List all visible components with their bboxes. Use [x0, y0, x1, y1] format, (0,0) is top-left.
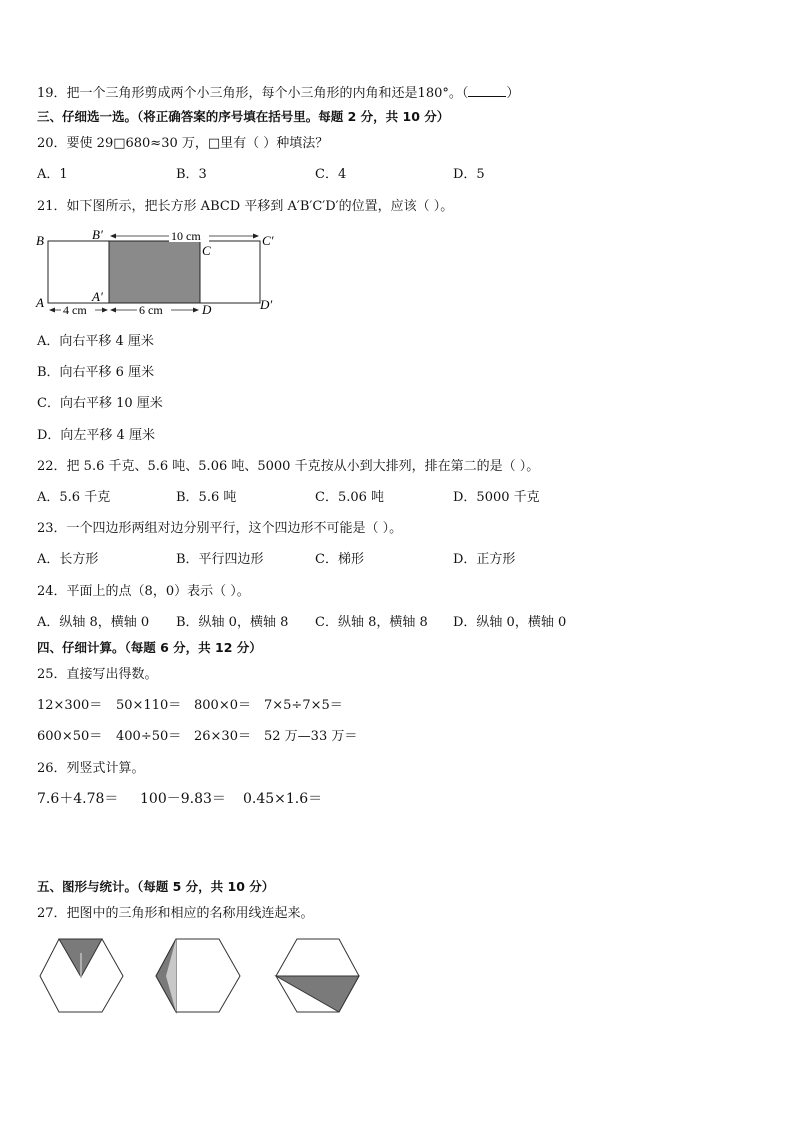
label-a: A: [36, 295, 44, 310]
q20-option-d[interactable]: D．5: [453, 167, 485, 182]
q21-option-c[interactable]: C．向右平移 10 厘米: [37, 396, 163, 411]
label-d-prime: D′: [260, 297, 273, 312]
vertical-calc-item: 100－9.83＝: [140, 791, 226, 807]
q24-option-d[interactable]: D．纵轴 0，横轴 0: [453, 615, 567, 630]
q22-option-b[interactable]: B．5.6 吨: [176, 490, 237, 505]
calc-item: 50×110＝: [116, 698, 182, 713]
calc-item: 600×50＝: [37, 729, 103, 744]
question-21-text: 21．如下图所示，把长方形 ABCD 平移到 A′B′C′D′的位置，应该（ ）。: [37, 199, 454, 214]
q20-option-b[interactable]: B．3: [176, 167, 207, 182]
label-a-prime: A′: [92, 289, 103, 304]
question-25-text: 25．直接写出得数。: [37, 667, 158, 682]
hexagon-triangle-figures: [36, 936, 366, 1016]
question-26-text: 26．列竖式计算。: [37, 761, 145, 776]
question-19-text: 19．把一个三角形剪成两个小三角形，每个小三角形的内角和还是180°。（: [37, 86, 469, 101]
q21-option-d[interactable]: D．向左平移 4 厘米: [37, 428, 155, 443]
question-19: [37, 84, 519, 102]
q23-option-c[interactable]: C．梯形: [315, 552, 364, 567]
q24-option-c[interactable]: C．纵轴 8，横轴 8: [315, 615, 428, 630]
question-23-text: 23．一个四边形两组对边分别平行，这个四边形不可能是（ ）。: [37, 521, 403, 536]
calc-item: 26×30＝: [194, 729, 251, 744]
question-24-text: 24．平面上的点（8，0）表示（ ）。: [37, 584, 250, 599]
arrow-right-icon: [193, 308, 199, 313]
label-c-prime: C′: [262, 233, 274, 248]
arrow-right-icon: [102, 308, 108, 313]
section-4-heading: 四、仔细计算。（每题 6 分，共 12 分）: [37, 640, 262, 655]
arrow-left-icon: [110, 234, 116, 239]
calc-item: 12×300＝: [37, 698, 103, 713]
question-27-text: 27．把图中的三角形和相应的名称用线连起来。: [37, 906, 314, 921]
question-22-text: 22．把 5.6 千克、5.6 吨、5.06 吨、5000 千克按从小到大排列，排在第二的是（ ）。: [37, 459, 540, 474]
calc-item: 7×5÷7×5＝: [264, 698, 343, 713]
q20-option-a[interactable]: A．1: [37, 167, 68, 182]
q24-option-a[interactable]: A．纵轴 8，横轴 0: [37, 615, 150, 630]
q22-option-a[interactable]: A．5.6 千克: [37, 490, 111, 505]
q21-option-b[interactable]: B．向右平移 6 厘米: [37, 365, 155, 380]
rectangle-translation-figure: [34, 227, 284, 319]
q23-option-d[interactable]: D．正方形: [453, 552, 516, 567]
dimension-left-label: 4 cm: [63, 303, 87, 317]
calc-item: 400÷50＝: [116, 729, 182, 744]
calc-item: 52 万—33 万＝: [264, 729, 358, 744]
answer-blank[interactable]: [468, 84, 506, 97]
q22-option-c[interactable]: C．5.06 吨: [315, 490, 385, 505]
q20-option-c[interactable]: C．4: [315, 167, 347, 182]
q23-option-b[interactable]: B．平行四边形: [176, 552, 264, 567]
vertical-calc-item: 0.45×1.6＝: [243, 791, 323, 807]
arrow-left-icon: [110, 308, 116, 313]
arrow-left-icon: [49, 308, 55, 313]
q23-option-a[interactable]: A．长方形: [37, 552, 99, 567]
q24-option-b[interactable]: B．纵轴 0，横轴 8: [176, 615, 289, 630]
vertical-calc-item: 7.6＋4.78＝: [37, 791, 119, 807]
arrow-right-icon: [253, 234, 259, 239]
dimension-top-label: 10 cm: [171, 229, 201, 243]
shaded-overlap: [109, 241, 200, 303]
dimension-bottom-label: 6 cm: [139, 303, 163, 317]
q22-option-d[interactable]: D．5000 千克: [453, 490, 540, 505]
label-c: C: [202, 243, 211, 258]
label-d: D: [202, 302, 212, 317]
question-20-text: 20．要使 29□680≈30 万，□里有（ ）种填法？: [37, 136, 329, 151]
section-3-heading: 三、仔细选一选。（将正确答案的序号填在括号里。每题 2 分，共 10 分）: [37, 109, 450, 124]
question-19-close: ）: [506, 86, 520, 101]
section-5-heading: 五、图形与统计。（每题 5 分，共 10 分）: [37, 879, 275, 894]
label-b: B: [36, 233, 44, 248]
q21-option-a[interactable]: A．向右平移 4 厘米: [37, 334, 154, 349]
calc-item: 800×0＝: [194, 698, 251, 713]
label-b-prime: B′: [92, 227, 103, 242]
